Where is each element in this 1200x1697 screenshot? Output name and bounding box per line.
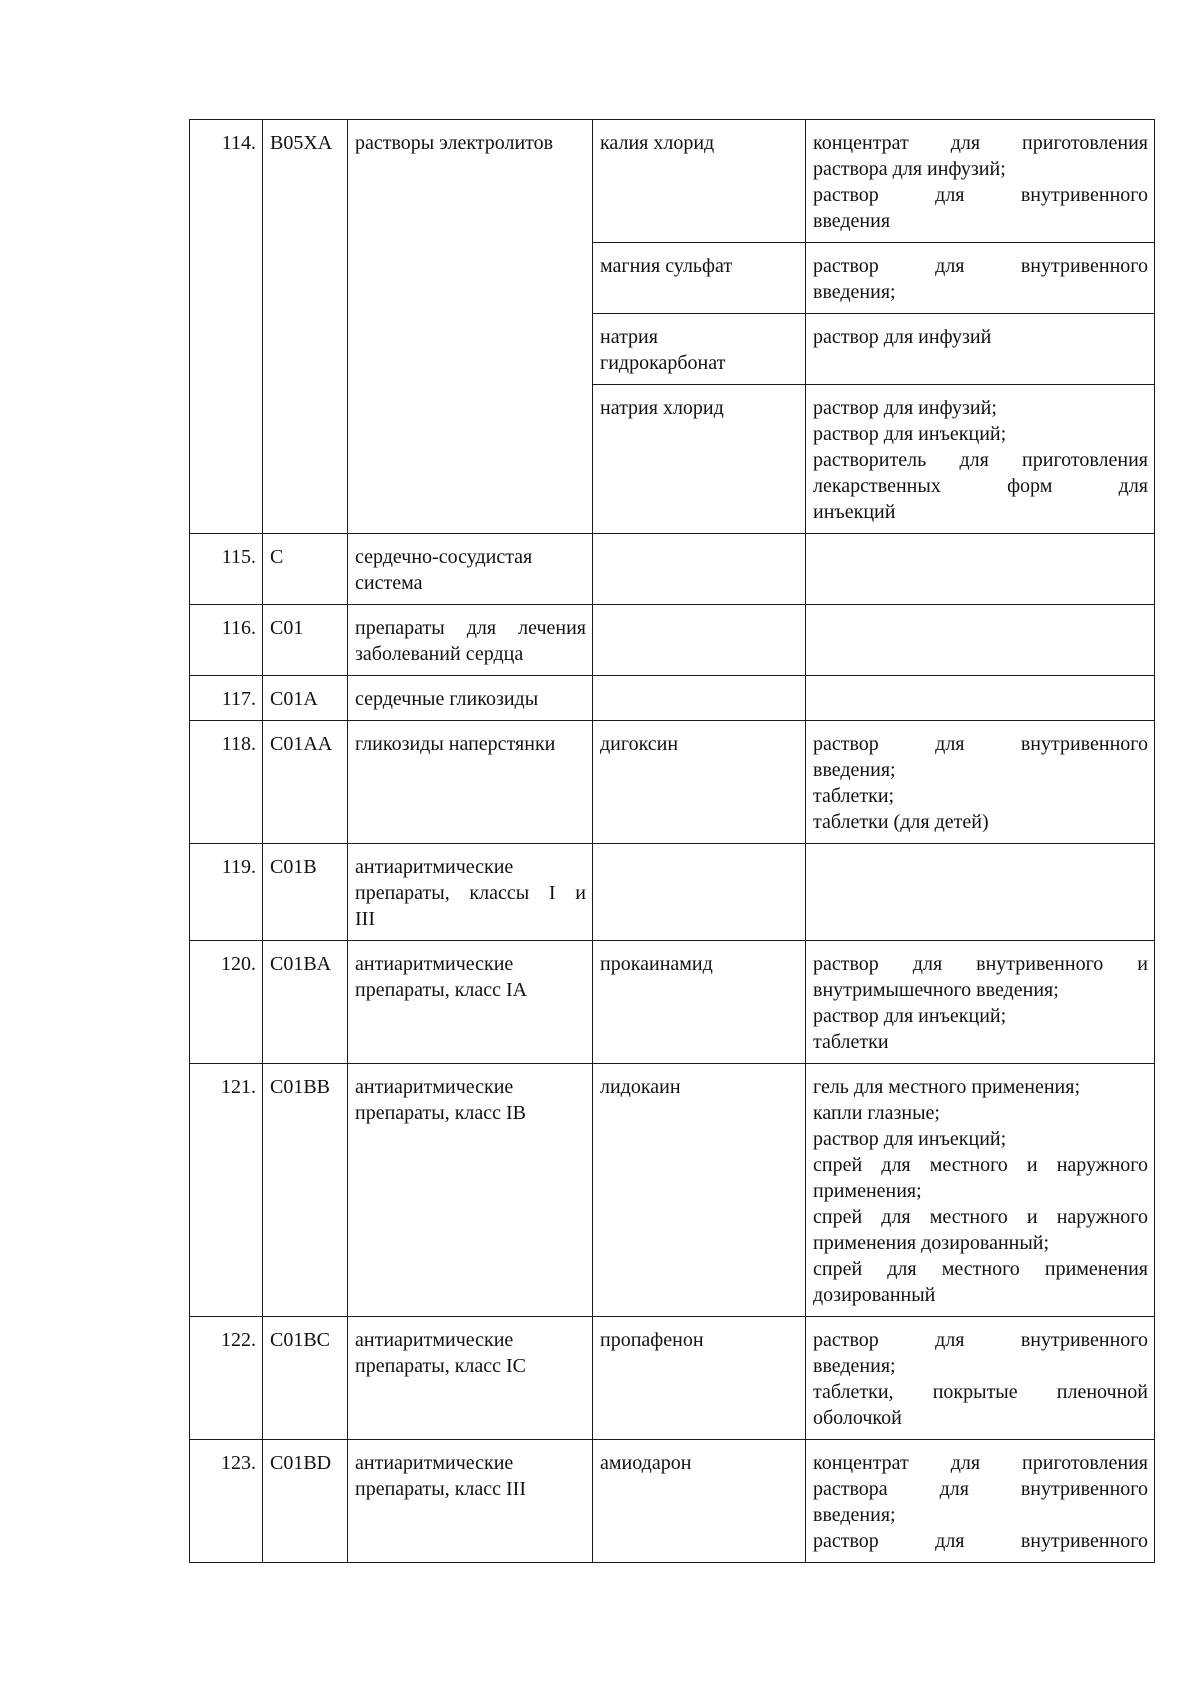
atc-code: C01BB <box>263 1064 348 1317</box>
dosage-form-line: раствора для инфузий; <box>813 158 1006 180</box>
dosage-form-line: применения; <box>813 1180 922 1202</box>
group-text-line: система <box>355 572 423 594</box>
dosage-form-line: оболочкой <box>813 1407 902 1429</box>
dosage-form-line: введения; <box>813 281 896 303</box>
dosage-form-line: раствор для внутривенного <box>813 733 1148 755</box>
row-number: 119. <box>190 844 263 941</box>
dosage-form-line: капли глазные; <box>813 1102 940 1124</box>
drug-list-table <box>189 119 1155 1563</box>
dosage-form-line: инъекций <box>813 501 896 523</box>
dosage-form-line: раствор для инфузий <box>813 326 992 348</box>
group-text-line: растворы электролитов <box>355 132 554 154</box>
table-row <box>190 941 1155 1064</box>
dosage-forms <box>806 243 1155 314</box>
dosage-form-line: лекарственных форм для <box>813 475 1148 497</box>
dosage-form-line: гель для местного применения; <box>813 1076 1081 1098</box>
drug-name <box>593 676 806 721</box>
drug-name-line: прокаинамид <box>600 953 713 975</box>
group-text-line: антиаритмические <box>355 953 514 975</box>
group-text-line: препараты, классы I и <box>355 882 586 904</box>
atc-code: C <box>263 534 348 605</box>
dosage-form-line: раствор для внутривенного <box>813 1329 1148 1351</box>
dosage-form-line: спрей для местного и наружного <box>813 1206 1148 1228</box>
group-text-line: препараты, класс IC <box>355 1355 527 1377</box>
anatomical-therapeutic-group <box>348 676 593 721</box>
dosage-form-line: растворитель для приготовления <box>813 449 1148 471</box>
table-row <box>190 721 1155 844</box>
drug-name <box>593 605 806 676</box>
dosage-forms <box>806 721 1155 844</box>
dosage-forms <box>806 676 1155 721</box>
atc-code: C01AA <box>263 721 348 844</box>
row-number: 118. <box>190 721 263 844</box>
row-number: 120. <box>190 941 263 1064</box>
dosage-form-line: внутримышечного введения; <box>813 979 1059 1001</box>
group-text-line: сердечные гликозиды <box>355 688 539 710</box>
dosage-form-line: раствор для инъекций; <box>813 1128 1007 1150</box>
dosage-forms <box>806 941 1155 1064</box>
dosage-form-line: введения; <box>813 1504 896 1526</box>
anatomical-therapeutic-group <box>348 1317 593 1440</box>
row-number: 121. <box>190 1064 263 1317</box>
dosage-form-line: раствор для инъекций; <box>813 1005 1007 1027</box>
table-row <box>190 1064 1155 1317</box>
dosage-forms <box>806 605 1155 676</box>
group-text-line: препараты для лечения <box>355 617 586 639</box>
drug-name-line: гидрокарбонат <box>600 352 726 374</box>
table-row <box>190 676 1155 721</box>
drug-name <box>593 721 806 844</box>
group-text-line: сердечно-сосудистая <box>355 546 533 568</box>
group-text-line: антиаритмические <box>355 856 514 878</box>
dosage-form-line: применения дозированный; <box>813 1232 1050 1254</box>
drug-name-line: пропафенон <box>600 1329 704 1351</box>
drug-name-line: дигоксин <box>600 733 679 755</box>
drug-name <box>593 941 806 1064</box>
dosage-forms <box>806 1440 1155 1563</box>
table-row <box>190 534 1155 605</box>
anatomical-therapeutic-group <box>348 1440 593 1563</box>
dosage-form-line: введения; <box>813 1355 896 1377</box>
row-number: 115. <box>190 534 263 605</box>
dosage-form-line: раствора для внутривенного <box>813 1478 1148 1500</box>
drug-name <box>593 534 806 605</box>
dosage-forms <box>806 120 1155 243</box>
dosage-forms <box>806 1317 1155 1440</box>
dosage-form-line: введения; <box>813 759 896 781</box>
drug-name <box>593 1317 806 1440</box>
drug-name <box>593 1064 806 1317</box>
group-text-line: заболеваний сердца <box>355 643 524 665</box>
drug-name-line: калия хлорид <box>600 132 715 154</box>
anatomical-therapeutic-group <box>348 941 593 1064</box>
drug-name-line: амиодарон <box>600 1452 692 1474</box>
anatomical-therapeutic-group <box>348 721 593 844</box>
dosage-forms <box>806 1064 1155 1317</box>
dosage-form-line: концентрат для приготовления <box>813 132 1148 154</box>
drug-name <box>593 1440 806 1563</box>
row-number: 117. <box>190 676 263 721</box>
group-text-line: препараты, класс III <box>355 1478 527 1500</box>
drug-name <box>593 243 806 314</box>
atc-code: C01BD <box>263 1440 348 1563</box>
drug-name-line: лидокаин <box>600 1076 681 1098</box>
table-row <box>190 1317 1155 1440</box>
atc-code: B05XA <box>263 120 348 534</box>
atc-code: C01BA <box>263 941 348 1064</box>
drug-name-line: магния сульфат <box>600 255 733 277</box>
dosage-form-line: раствор для инфузий; <box>813 397 997 419</box>
table-row <box>190 1440 1155 1563</box>
dosage-forms <box>806 385 1155 534</box>
dosage-form-line: дозированный <box>813 1284 936 1306</box>
anatomical-therapeutic-group <box>348 605 593 676</box>
table-row <box>190 120 1155 243</box>
atc-code: C01 <box>263 605 348 676</box>
dosage-form-line: введения <box>813 210 891 232</box>
dosage-form-line: таблетки <box>813 1031 889 1053</box>
group-text-line: гликозиды наперстянки <box>355 733 556 755</box>
dosage-form-line: раствор для внутривенного <box>813 255 1148 277</box>
anatomical-therapeutic-group <box>348 844 593 941</box>
atc-code: C01A <box>263 676 348 721</box>
row-number: 123. <box>190 1440 263 1563</box>
row-number: 116. <box>190 605 263 676</box>
group-text-line: антиаритмические <box>355 1329 514 1351</box>
dosage-forms <box>806 844 1155 941</box>
group-text-line: III <box>355 908 375 930</box>
dosage-form-line: раствор для внутривенного <box>813 184 1148 206</box>
dosage-form-line: спрей для местного и наружного <box>813 1154 1148 1176</box>
drug-name <box>593 120 806 243</box>
table-row <box>190 605 1155 676</box>
table-row <box>190 844 1155 941</box>
group-text-line: препараты, класс IA <box>355 979 528 1001</box>
drug-name-line: натрия <box>600 326 658 348</box>
dosage-forms <box>806 534 1155 605</box>
drug-name <box>593 844 806 941</box>
group-text-line: препараты, класс IB <box>355 1102 527 1124</box>
dosage-form-line: таблетки (для детей) <box>813 811 989 833</box>
dosage-form-line: раствор для внутривенного <box>813 1530 1148 1552</box>
anatomical-therapeutic-group <box>348 120 593 534</box>
group-text-line: антиаритмические <box>355 1076 514 1098</box>
anatomical-therapeutic-group <box>348 534 593 605</box>
row-number: 122. <box>190 1317 263 1440</box>
row-number: 114. <box>190 120 263 534</box>
drug-table-body <box>190 120 1155 1563</box>
dosage-form-line: раствор для инъекций; <box>813 423 1007 445</box>
dosage-forms <box>806 314 1155 385</box>
dosage-form-line: раствор для внутривенного и <box>813 953 1148 975</box>
anatomical-therapeutic-group <box>348 1064 593 1317</box>
group-text-line: антиаритмические <box>355 1452 514 1474</box>
atc-code: C01B <box>263 844 348 941</box>
drug-name <box>593 314 806 385</box>
dosage-form-line: таблетки; <box>813 785 895 807</box>
dosage-form-line: таблетки, покрытые пленочной <box>813 1381 1148 1403</box>
dosage-form-line: концентрат для приготовления <box>813 1452 1148 1474</box>
atc-code: C01BC <box>263 1317 348 1440</box>
dosage-form-line: спрей для местного применения <box>813 1258 1148 1280</box>
drug-name-line: натрия хлорид <box>600 397 724 419</box>
drug-name <box>593 385 806 534</box>
